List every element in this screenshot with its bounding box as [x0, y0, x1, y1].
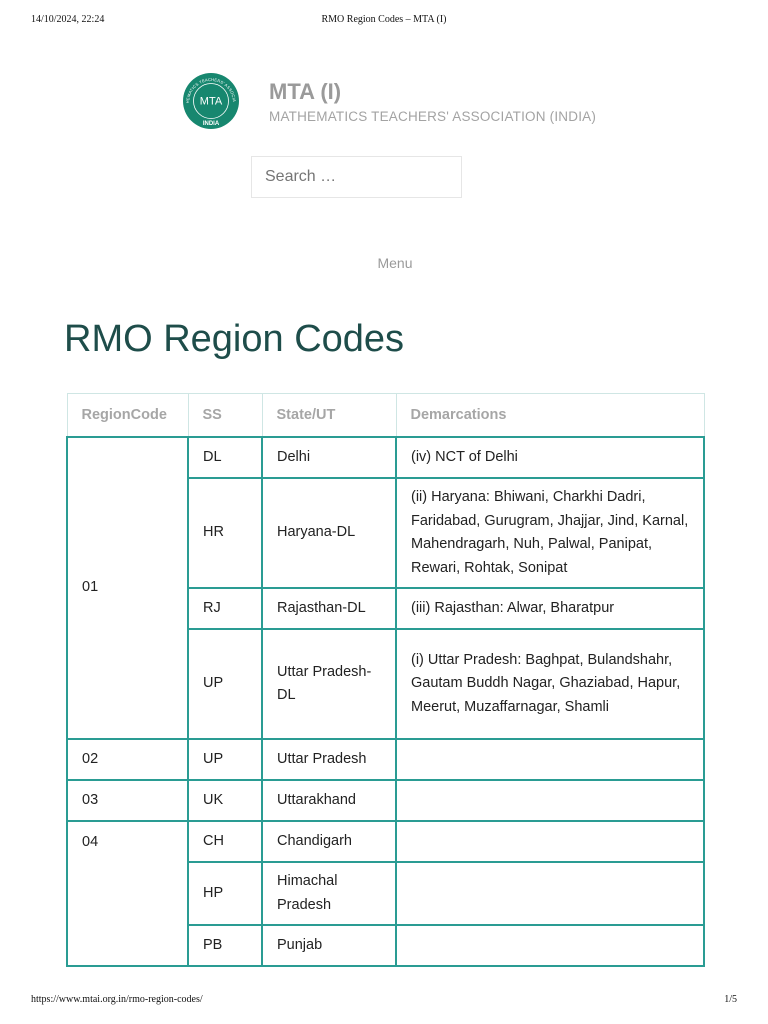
header-region-code: RegionCode	[67, 394, 188, 438]
table-row	[67, 437, 704, 478]
mta-logo-emblem-icon	[180, 73, 242, 129]
print-page-number: 1/5	[724, 994, 737, 1005]
ss-cell: PB	[188, 925, 262, 966]
site-title[interactable]: MTA (I)	[269, 79, 342, 104]
region-codes-table	[66, 393, 705, 967]
logo-mta-text: MTA	[199, 95, 223, 108]
demarcation-cell: (i) Uttar Pradesh: Baghpat, Bulandshahr, Gautam Buddh Nagar, Ghaziabad, Hapur, Meerut, Muzaffarnagar, Shamli	[396, 629, 704, 739]
state-cell: Himachal Pradesh	[262, 862, 396, 925]
ss-cell: CH	[188, 821, 262, 862]
state-cell: Chandigarh	[262, 821, 396, 862]
print-page-title: RMO Region Codes – MTA (I)	[321, 14, 447, 25]
ss-cell: UK	[188, 780, 262, 821]
print-header	[0, 14, 768, 30]
ss-cell: HP	[188, 862, 262, 925]
demarcation-cell: (iv) NCT of Delhi	[396, 437, 704, 478]
print-footer	[0, 994, 768, 1010]
menu-toggle[interactable]: Menu	[377, 255, 413, 271]
table-header-row	[67, 394, 704, 438]
region-code-cell: 04	[67, 821, 188, 966]
demarcation-cell: (ii) Haryana: Bhiwani, Charkhi Dadri, Faridabad, Gurugram, Jhajjar, Jind, Karnal, Mahendragarh, Nuh, Palwal, Panipat, Rewari, Rohtak, Sonipat	[396, 478, 704, 588]
logo-india-text: INDIA	[202, 121, 220, 127]
table-row	[67, 739, 704, 780]
state-cell: Delhi	[262, 437, 396, 478]
logo-ring-text: HEMATICS TEACHERS' ASSOCIA	[184, 76, 237, 104]
print-datetime: 14/10/2024, 22:24	[31, 14, 105, 25]
demarcation-cell: (iii) Rajasthan: Alwar, Bharatpur	[396, 588, 704, 629]
demarcation-cell	[396, 780, 704, 821]
header-ss: SS	[188, 394, 262, 438]
demarcation-cell	[396, 821, 704, 862]
page-title: RMO Region Codes	[64, 318, 405, 360]
state-cell: Uttarakhand	[262, 780, 396, 821]
region-code-cell: 03	[67, 780, 188, 821]
header-demarcations: Demarcations	[396, 394, 704, 438]
ss-cell: HR	[188, 478, 262, 588]
print-url: https://www.mtai.org.in/rmo-region-codes/	[31, 994, 203, 1005]
table-row	[67, 780, 704, 821]
ss-cell: DL	[188, 437, 262, 478]
demarcation-cell	[396, 862, 704, 925]
state-cell: Uttar Pradesh-DL	[262, 629, 396, 739]
state-cell: Uttar Pradesh	[262, 739, 396, 780]
site-tagline: MATHEMATICS TEACHERS' ASSOCIATION (INDIA)	[269, 109, 597, 124]
mta-logo[interactable]	[180, 73, 242, 129]
header-state: State/UT	[262, 394, 396, 438]
ss-cell: RJ	[188, 588, 262, 629]
demarcation-cell	[396, 739, 704, 780]
state-cell: Rajasthan-DL	[262, 588, 396, 629]
demarcation-cell	[396, 925, 704, 966]
region-code-cell: 01	[67, 437, 188, 739]
ss-cell: UP	[188, 739, 262, 780]
table-row	[67, 821, 704, 862]
state-cell: Haryana-DL	[262, 478, 396, 588]
search-input[interactable]	[251, 156, 462, 198]
ss-cell: UP	[188, 629, 262, 739]
region-code-cell: 02	[67, 739, 188, 780]
state-cell: Punjab	[262, 925, 396, 966]
